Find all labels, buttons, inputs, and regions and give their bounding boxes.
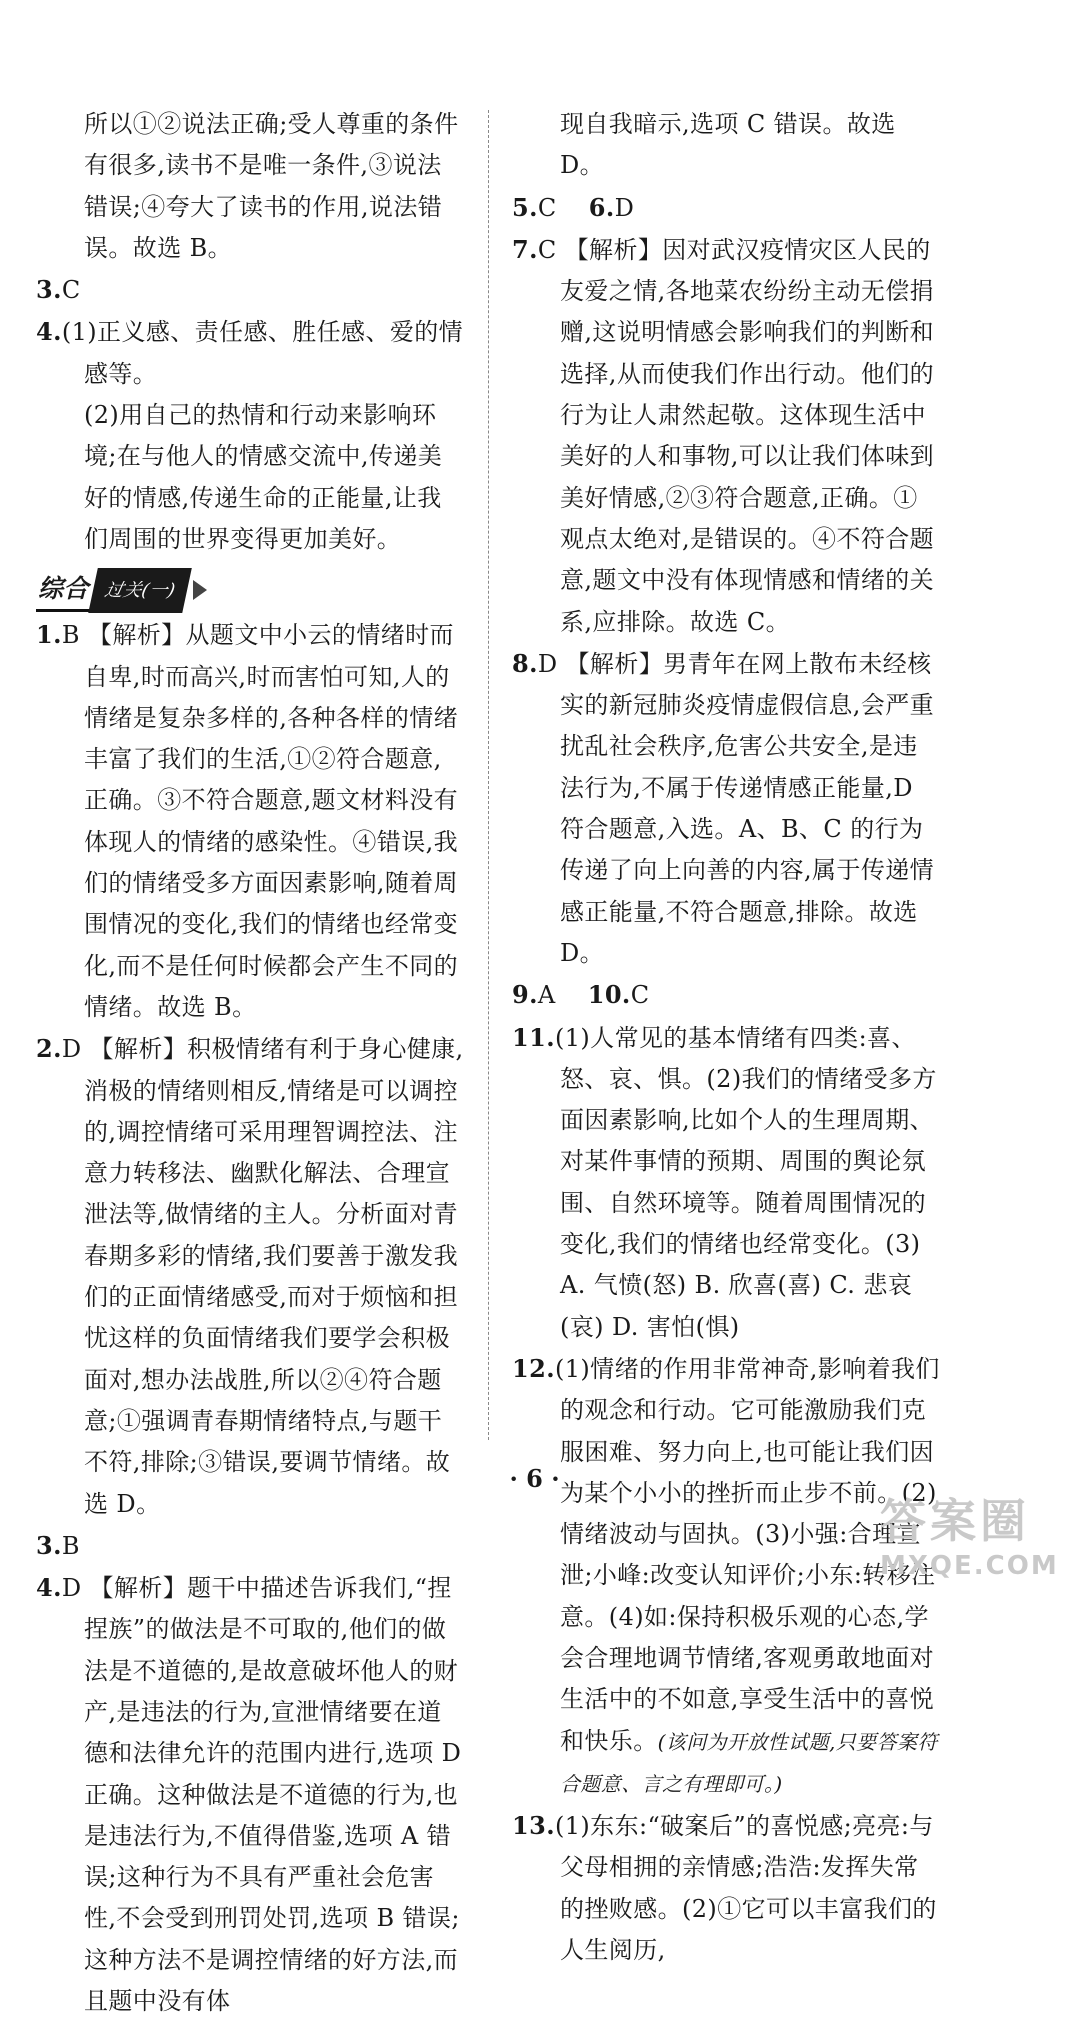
answer-item: 2.D 【解析】积极情绪有利于身心健康,消极的情绪则相反,情绪是可以调控的,调控情绪可采用理智调控法、注意力转移法、幽默化解法、合理宣泄法等,做情绪的主人。分析面对青春期多彩的情绪,我们要善于激发我们的正面情绪感受,而对于烦恼和担忧这样的负面情绪我们要学会积极面对,想办法战胜,所以②④符合题意;①强调青春期情绪特点,与题干不符,排除;③错误,要调节情绪。故选 D。 [36,1034,464,1518]
answer-item: 7.C 【解析】因对武汉疫情灾区人民的友爱之情,各地菜农纷纷主动无偿捐赠,这说明情感会影响我们的判断和选择,从而使我们作出行动。他们的行为让人肃然起敬。这体现生活中美好的人和事物,可以让我们体味到美好情感,②③符合题意,正确。①观点太绝对,是错误的。④不符合题意,题文中没有体现情感和情绪的关系,应排除。故选 C。 [512,234,935,636]
arrow-icon [193,580,207,600]
watermark-domain: MXQE.COM [880,1551,1059,1581]
column-divider [488,110,489,1440]
section-title-part1: 综合 [36,568,91,612]
answer-item: 11.(1)人常见的基本情绪有四类:喜、怒、哀、惧。(2)我们的情绪受多方面因素影响,比如个人的生理周期、对某件事情的预期、周围的舆论氛围、自然环境等。随着周围情况的变化,我们的情绪也经常变化。(3) A. 气愤(怒) B. 欣喜(喜) C. 悲哀(哀) D. 害怕(惧) [512,1022,937,1341]
intro-paragraph: 所以①②说法正确;受人尊重的条件有很多,读书不是唯一条件,③说法错误;④夸大了读书的作用,说法错误。故选 B。 [84,110,459,262]
answer-item: 5.C 6.D [512,192,635,222]
section-header [36,568,466,612]
answer-item: 4.(1)正义感、责任感、胜任感、爱的情感等。 [36,317,464,388]
answer-item: 13.(1)东东:“破案后”的喜悦感;亮亮:与父母相拥的亲情感;浩浩:发挥失常的挫败感。(2)①它可以丰富我们的人生阅历, [512,1811,937,1965]
answer-note: (该问为开放性试题,只要答案符合题意、言之有理即可。) [560,1729,938,1796]
continuation-paragraph: 现自我暗示,选项 C 错误。故选 D。 [560,110,896,180]
watermark-text: 答案圈 [880,1494,1030,1548]
right-column [512,104,942,1971]
answer-item: 3.B [36,1530,80,1560]
answer-item: 4.D 【解析】题干中描述告诉我们,“捏捏族”的做法是不可取的,他们的做法是不道德的,是故意破坏他人的财产,是违法的行为,宣泄情绪要在道德和法律允许的范围内进行,选项 D 正确。这种做法是不道德的行为,也是违法行为,不值得借鉴,选项 A 错误;这种行为不具有严重社会危害性,不会受到刑罚处罚,选项 B 错误;这种方法不是调控情绪的好方法,而且题中没有体 [36,1573,462,2016]
answer-item: 9.A 10.C [512,980,650,1010]
answer-item: 1.B 【解析】从题文中小云的情绪时而自卑,时而高兴,时而害怕可知,人的情绪是复杂多样的,各种各样的情绪丰富了我们的生活,①②符合题意,正确。③不符合题意,题文材料没有体现人的情绪的感染性。④错误,我们的情绪受多方面因素影响,随着周围情况的变化,我们的情绪也经常变化,而不是任何时候都会产生不同的情绪。故选 B。 [36,620,459,1021]
answer-item: 12.(1)情绪的作用非常神奇,影响着我们的观念和行动。它可能激励我们克服困难、努力向上,也可能让我们因为某个小小的挫折而止步不前。(2)情绪波动与固执。(3)小强:合理宣泄;小峰:改变认知评价;小东:转移注意。(4)如:保持积极乐观的心态,学会合理地调节情绪,客观勇敢地面对生活中的不如意,享受生活中的喜悦和快乐。(该问为开放性试题,只要答案符合题意、言之有理即可。) [512,1353,940,1796]
answer-item-continuation: (2)用自己的热情和行动来影响环境;在与他人的情感交流中,传递美好的情感,传递生命的正能量,让我们周围的世界变得更加美好。 [84,401,443,553]
page-number: · 6 · [509,1464,560,1493]
answer-item: 8.D 【解析】男青年在网上散布未经核实的新冠肺炎疫情虚假信息,会严重扰乱社会秩序,危害公共安全,是违法行为,不属于传递情感正能量,D 符合题意,入选。A、B、C 的行为传递了向上向善的内容,属于传递情感正能量,不符合题意,排除。故选 D。 [512,648,935,967]
section-title-part2: 过关(一) [88,568,192,613]
left-column [36,104,466,2022]
answer-item: 3.C [36,275,81,305]
watermark-logo [880,1485,1060,1595]
